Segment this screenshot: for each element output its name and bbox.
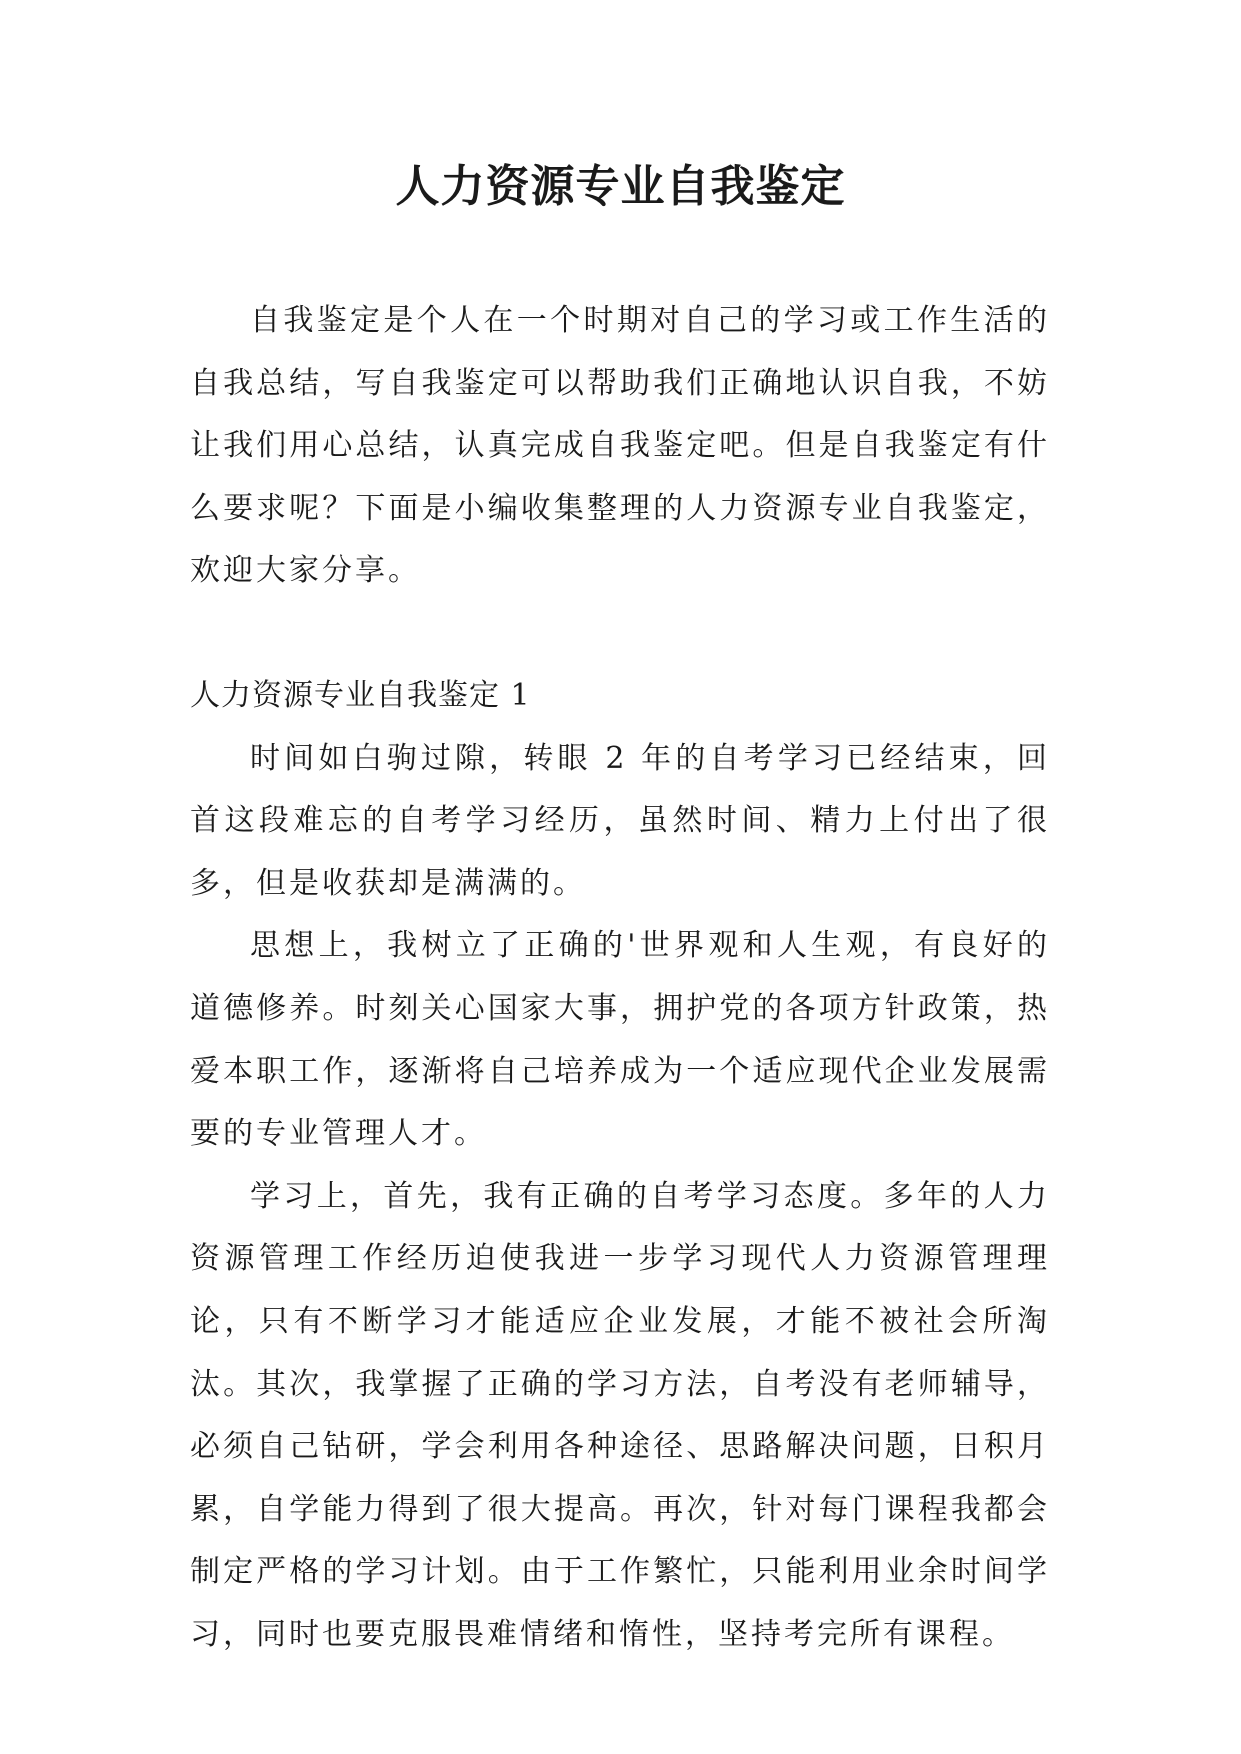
page-title: 人力资源专业自我鉴定 — [395, 161, 846, 212]
spacer — [190, 603, 1050, 665]
body-paragraph-2: 思想上，我树立了正确的'世界观和人生观，有良好的道德修养。时刻关心国家大事，拥护党的各项方针政策，热爱本职工作，逐渐将自己培养成为一个适应现代企业发展需要的专业管理人才。 — [190, 928, 1050, 1152]
section-heading: 人力资源专业自我鉴定 1 — [190, 677, 531, 713]
body-paragraph-1: 时间如白驹过隙，转眼 2 年的自考学习已经结束，回首这段难忘的自考学习经历，虽然时间、精力上付出了很多，但是收获却是满满的。 — [190, 740, 1050, 901]
document-body — [190, 290, 1050, 1666]
intro-paragraph: 自我鉴定是个人在一个时期对自己的学习或工作生活的自我总结，写自我鉴定可以帮助我们正确地认识自我，不妨让我们用心总结，认真完成自我鉴定吧。但是自我鉴定有什么要求呢？下面是小编收集整理的人力资源专业自我鉴定，欢迎大家分享。 — [190, 303, 1050, 589]
body-paragraph-3: 学习上，首先，我有正确的自考学习态度。多年的人力资源管理工作经历迫使我进一步学习现代人力资源管理理论，只有不断学习才能适应企业发展，才能不被社会所淘汰。其次，我掌握了正确的学习方法，自考没有老师辅导，必须自己钻研，学会利用各种途径、思路解决问题，日积月累，自学能力得到了很大提高。再次，针对每门课程我都会制定严格的学习计划。由于工作繁忙，只能利用业余时间学习，同时也要克服畏难情绪和惰性，坚持考完所有课程。 — [190, 1178, 1050, 1652]
